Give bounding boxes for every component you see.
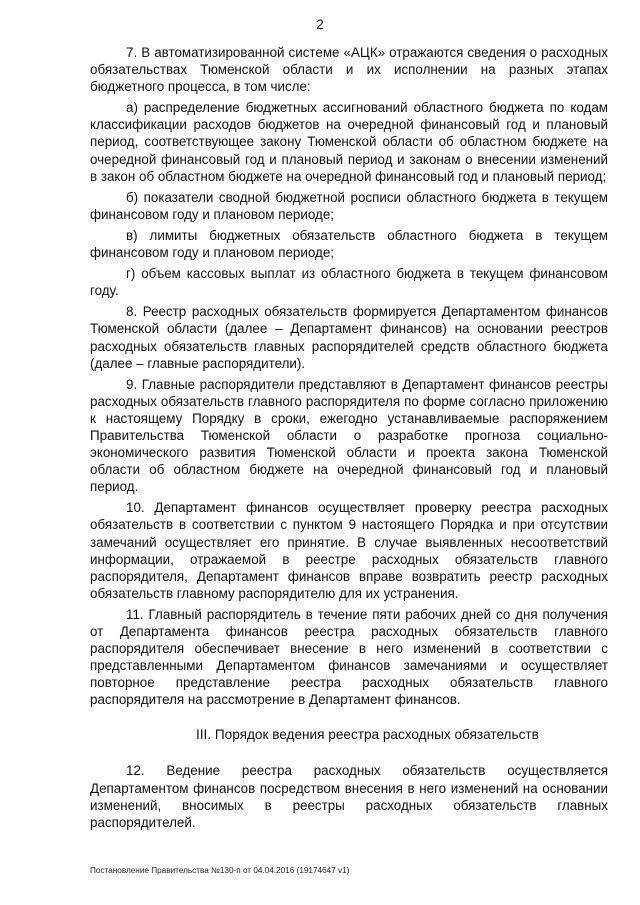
paragraph-7g: г) объем кассовых выплат из областного бюджета в текущем финансовом году. (90, 266, 608, 299)
document-body (90, 44, 608, 835)
footer-note: Постановление Правительства №130-п от 04.04.2016 (19174647 v1) (90, 866, 350, 875)
paragraph-9: 9. Главные распорядители представляют в Департамент финансов реестры расходных обязательств главного распорядителя по форме согласно приложению к настоящему Порядку в сроки, ежегодно устанавливаемые распоряжением Правительства Тюменской области о разработке прогноза социально-экономического развития Тюменской области и проекта закона Тюменской области об областном бюджете на очередной финансовый год и плановый период. (90, 376, 608, 495)
paragraph-12: 12. Ведение реестра расходных обязательств осуществляется Департаментом финансов посредством внесения в него изменений на основании изменений, вносимых в реестры расходных обязательств главных распорядителей. (90, 763, 608, 830)
paragraph-10: 10. Департамент финансов осуществляет проверку реестра расходных обязательств в соответствии с пунктом 9 настоящего Порядка и при отсутствии замечаний осуществляет его принятие. В случае выявленных несоответствий информации, отражаемой в реестре расходных обязательств главного распорядителя, Департамент финансов вправе возвратить реестр расходных обязательств главному распорядителю для их устранения. (90, 500, 608, 601)
paragraph-11: 11. Главный распорядитель в течение пяти рабочих дней со дня получения от Департамента финансов реестра расходных обязательств главного распорядителя обеспечивает внесение в него изменений в соответствии с представленными Департаментом финансов замечаниями и осуществляет повторное представление реестра расходных обязательств главного распорядителя на рассмотрение в Департамент финансов. (90, 606, 608, 708)
page-number: 2 (316, 17, 324, 32)
paragraph-7b: б) показатели сводной бюджетной росписи областного бюджета в текущем финансовом году и плановом периоде; (90, 189, 608, 222)
paragraph-7a: а) распределение бюджетных ассигнований областного бюджета по кодам классификации расходов бюджетов на очередной финансовый год и плановый период, соответствующее закону Тюменской области об областном бюджете на очередной финансовый год и плановый период и законам о внесении изменений в закон об областном бюджете на очередной финансовый год и плановый период; (90, 100, 608, 184)
section-heading: III. Порядок ведения реестра расходных обязательств (196, 727, 539, 743)
paragraph-8: 8. Реестр расходных обязательств формируется Департаментом финансов Тюменской области (далее – Департамент финансов) на основании реестров расходных обязательств главных распорядителей средств областного бюджета (далее – главные распорядители). (90, 304, 608, 371)
paragraph-7: 7. В автоматизированной системе «АЦК» отражаются сведения о расходных обязательствах Тюменской области и их исполнении на разных этапах бюджетного процесса, в том числе: (90, 45, 608, 95)
paragraph-7v: в) лимиты бюджетных обязательств областного бюджета в текущем финансовом году и плановом периоде; (90, 227, 608, 261)
